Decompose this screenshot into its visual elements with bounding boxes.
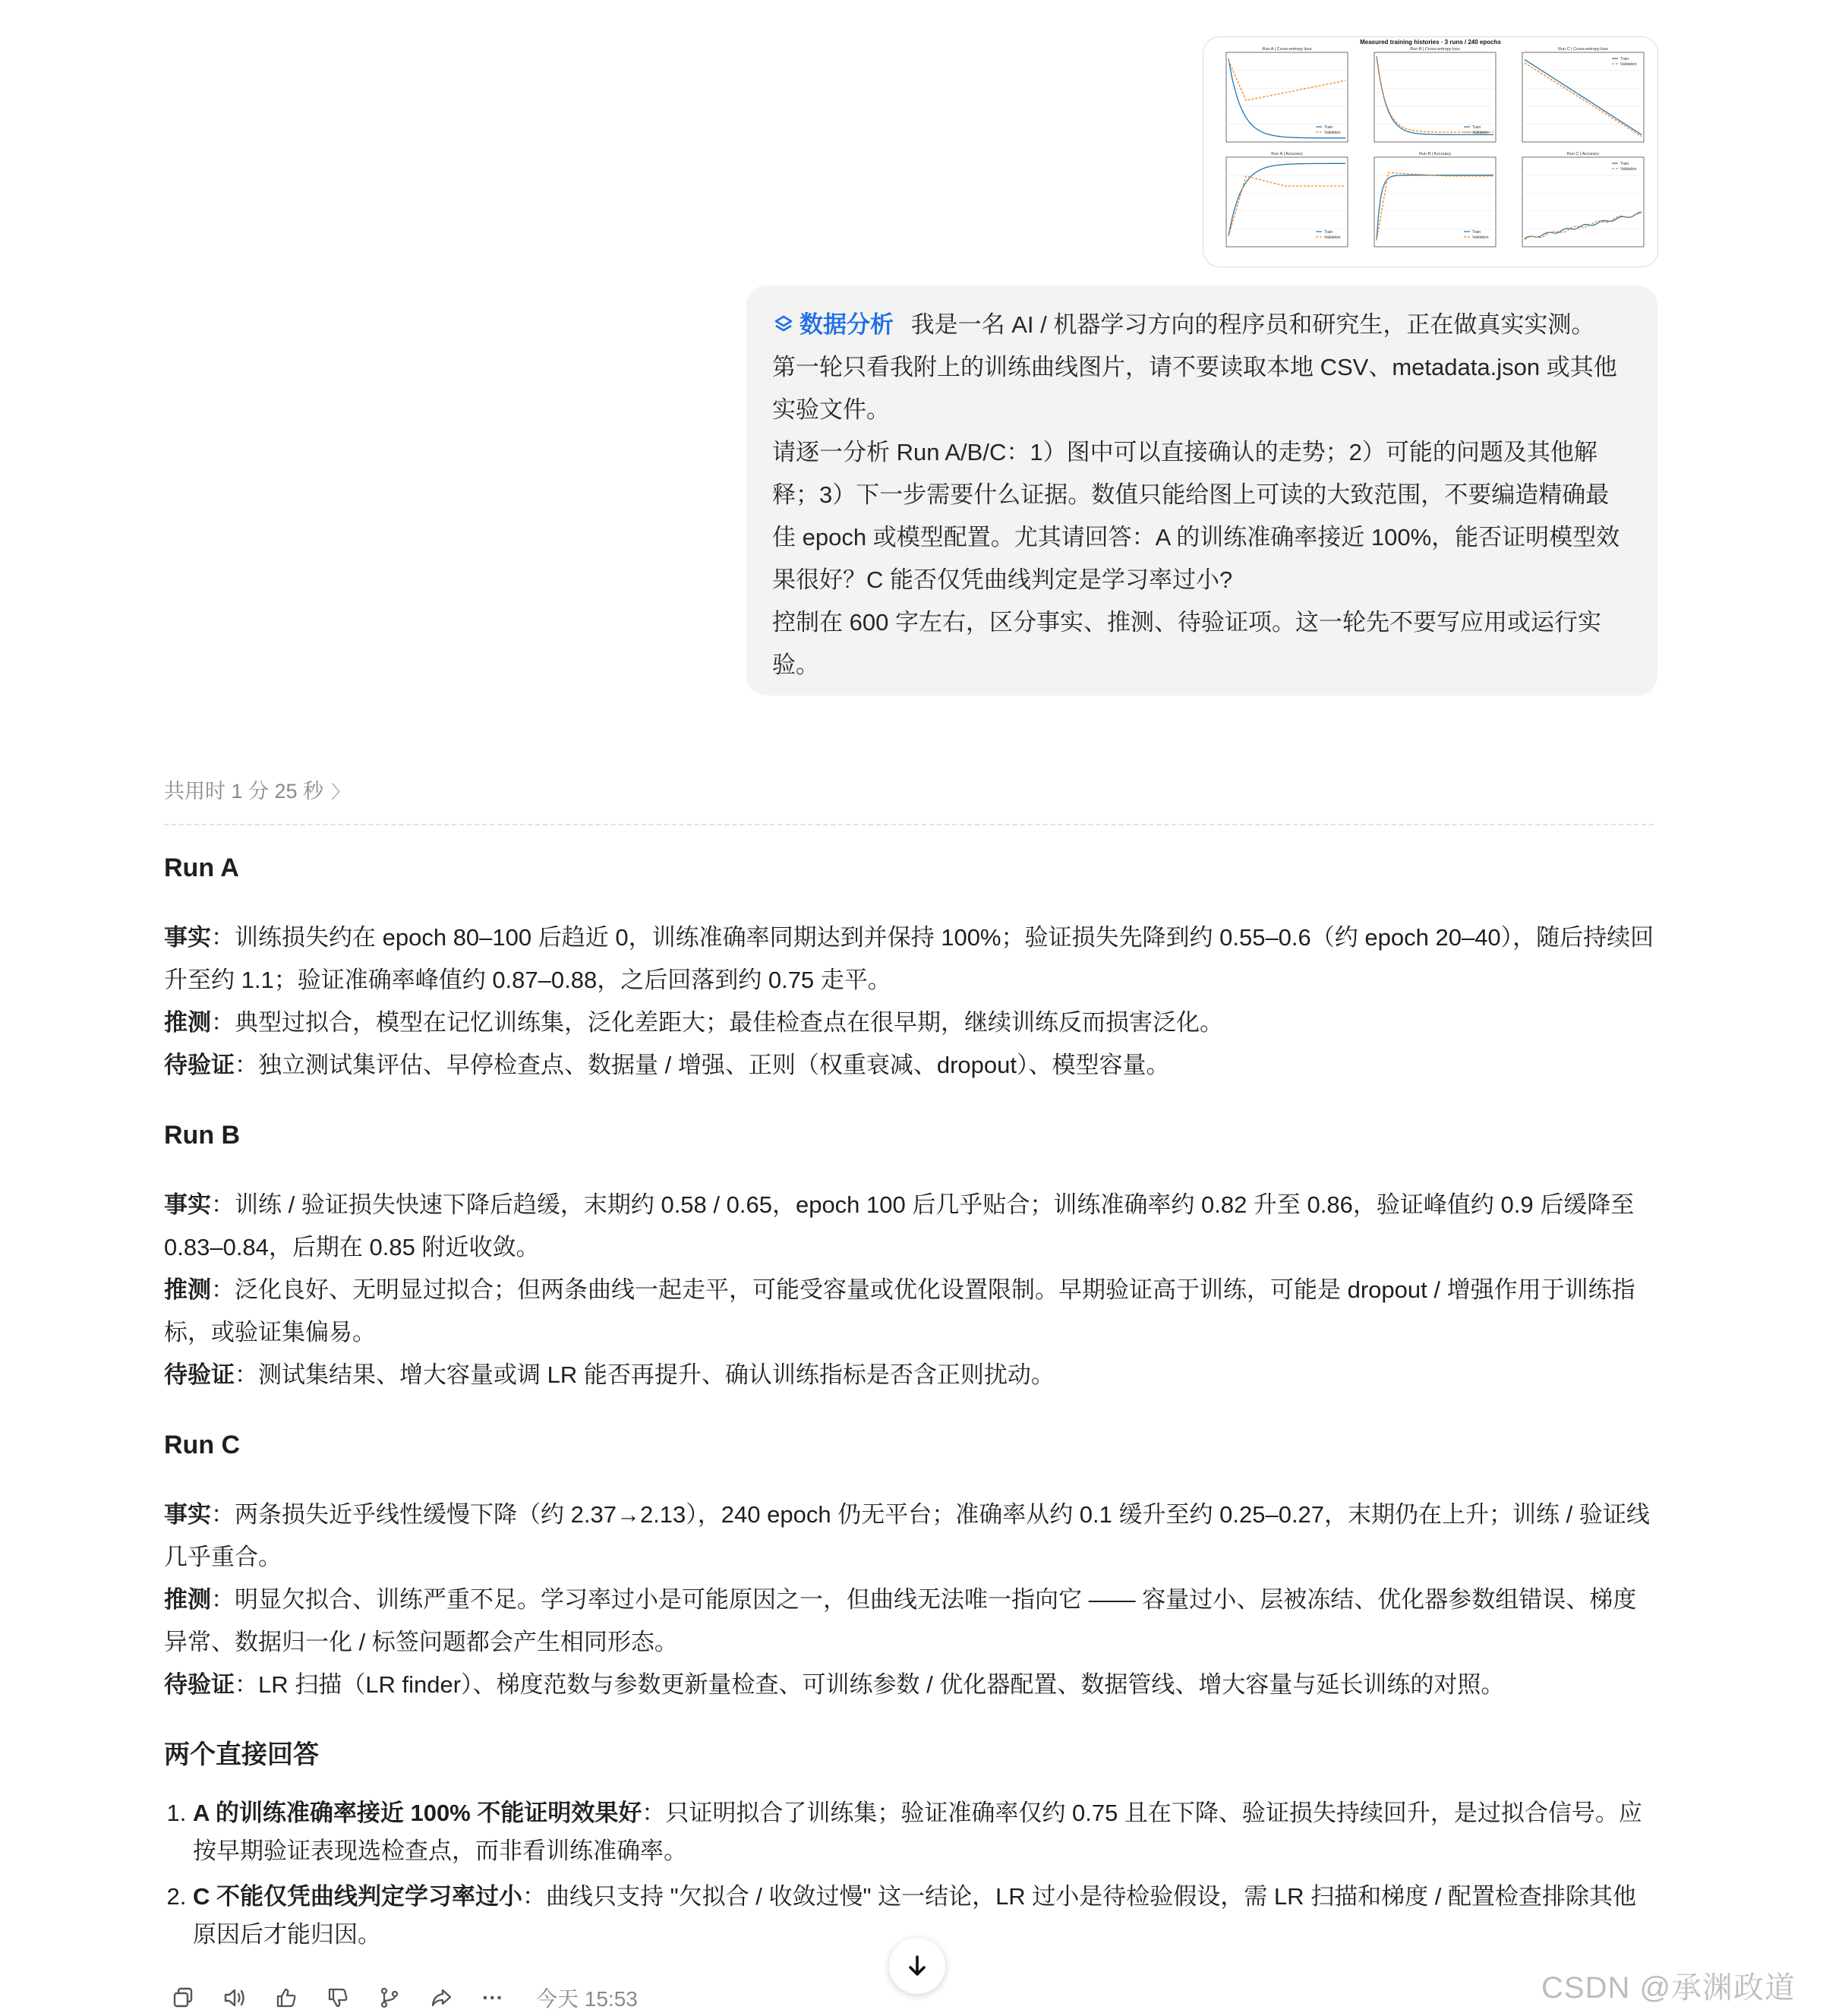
legend-label-validation: Validation <box>1324 131 1341 135</box>
guess-paragraph: 推测：典型过拟合，模型在记忆训练集，泛化差距大；最佳检查点在很早期，继续训练反而损害泛化。 <box>164 1009 1223 1036</box>
fact-paragraph: 事实：训练 / 验证损失快速下降后趋缓，末期约 0.58 / 0.65，epoch 100 后几乎贴合；训练准确率约 0.82 升至 0.86，验证峰值约 0.9 后缓降至 0.83–0.84，后期在 0.85 附近收敛。 <box>164 1191 1635 1260</box>
attached-image-thumbnail[interactable] <box>1203 36 1658 267</box>
branch-button[interactable] <box>375 1983 404 2012</box>
legend-label-validation: Validation <box>1472 131 1489 135</box>
dislike-button[interactable] <box>323 1983 352 2012</box>
guess-label: 推测 <box>164 1009 211 1036</box>
legend-label-train: Train <box>1324 125 1333 130</box>
subplot-title: Run C | Accuracy <box>1566 152 1600 156</box>
layers-icon <box>772 314 795 336</box>
training-curves-figure <box>1203 37 1657 267</box>
guess-paragraph: 推测：明显欠拟合、训练严重不足。学习率过小是可能原因之一，但曲线无法唯一指向它 —— 容量过小、层被冻结、优化器参数组错误、梯度异常、数据归一化 / 标签问题都会产生相同形态。 <box>164 1586 1637 1655</box>
thumbs-down-icon <box>326 1986 349 2009</box>
list-item: 2. C 不能仅凭曲线判定学习率过小：曲线只支持 "欠拟合 / 收敛过慢" 这一结论，LR 过小是待检验假设，需 LR 扫描和梯度 / 配置检查排除其他原因后才能归因。 <box>193 1878 1656 1954</box>
message-actions-toolbar <box>169 1981 638 2014</box>
legend-label-train: Train <box>1620 57 1629 62</box>
chevron-right-icon: 〉 <box>331 782 350 803</box>
direct-answer-list <box>164 1794 1656 1954</box>
assistant-answer <box>164 847 1656 1961</box>
section-heading: Run C <box>164 1431 241 1459</box>
guess-label: 推测 <box>164 1276 211 1303</box>
subplot-title: Run A | Cross-entropy loss <box>1262 47 1312 52</box>
legend-label-train: Train <box>1472 125 1481 130</box>
message-line: 我是一名 AI / 机器学习方向的程序员和研究生，正在做真实实测。 <box>910 311 1595 338</box>
divider <box>164 824 1654 825</box>
subplot-title: Run C | Cross-entropy loss <box>1558 47 1608 52</box>
analysis-tag[interactable] <box>772 311 900 338</box>
figure-suptitle: Measured training histories · 3 runs / 240 epochs <box>1360 39 1501 46</box>
more-button[interactable] <box>478 1983 507 2012</box>
legend-label-train: Train <box>1324 230 1333 235</box>
verify-paragraph: 待验证：LR 扫描（LR finder）、梯度范数与参数更新量检查、可训练参数 / 优化器配置、数据管线、增大容量与延长训练的对照。 <box>164 1671 1505 1698</box>
like-button[interactable] <box>272 1983 301 2012</box>
watermark: CSDN @承渊政道 <box>1541 1971 1796 2005</box>
message-line: 请逐一分析 Run A/B/C：1）图中可以直接确认的走势；2）可能的问题及其他解释；3）下一步需要什么证据。数值只能给图上可读的大致范围，不要编造精确最佳 epoch 或模型配置。尤其请回答：A 的训练准确率接近 100%，能否证明模型效果很好？C 能否仅凭曲线判定是学习率过小? <box>772 439 1620 593</box>
fact-paragraph: 事实：两条损失近乎线性缓慢下降（约 2.37→2.13），240 epoch 仍无平台；准确率从约 0.1 缓升至约 0.25–0.27，末期仍在上升；训练 / 验证线几乎重合。 <box>164 1501 1650 1570</box>
fact-paragraph: 事实：训练损失约在 epoch 80–100 后趋近 0，训练准确率同期达到并保持 100%；验证损失先降到约 0.55–0.6（约 epoch 20–40），随后持续回升至约 1.1；验证准确率峰值约 0.87–0.88，之后回落到约 0.75 走平。 <box>164 924 1654 993</box>
message-line: 第一轮只看我附上的训练曲线图片，请不要读取本地 CSV、metadata.json 或其他实验文件。 <box>772 354 1617 423</box>
guess-paragraph: 推测：泛化良好、无明显过拟合；但两条曲线一起走平，可能受容量或优化设置限制。早期验证高于训练，可能是 dropout / 增强作用于训练指标，或验证集偏易。 <box>164 1276 1635 1346</box>
thumbs-up-icon <box>275 1986 298 2009</box>
fact-label: 事实 <box>164 1191 211 1218</box>
legend-label-validation: Validation <box>1324 235 1341 240</box>
scroll-to-bottom-button[interactable] <box>889 1938 945 1994</box>
speaker-icon <box>222 1986 247 2009</box>
legend-label-validation: Validation <box>1620 62 1637 67</box>
read-aloud-button[interactable] <box>220 1983 249 2012</box>
verify-label: 待验证 <box>164 1671 235 1698</box>
thinking-time-label: 共用时 1 分 25 秒 <box>164 780 324 803</box>
timestamp: 今天 15:53 <box>536 1987 638 2011</box>
subplot-title: Run A | Accuracy <box>1271 152 1303 156</box>
legend-label-train: Train <box>1620 162 1629 166</box>
message-line: 控制在 600 字左右，区分事实、推测、待验证项。这一轮先不要写应用或运行实验。 <box>772 609 1601 678</box>
share-icon <box>430 1986 453 2009</box>
share-button[interactable] <box>427 1983 456 2012</box>
analysis-tag-label: 数据分析 <box>800 311 894 338</box>
thinking-time-toggle[interactable] <box>164 775 349 804</box>
branch-icon <box>378 1986 401 2009</box>
fact-label: 事实 <box>164 924 211 951</box>
copy-button[interactable] <box>169 1983 197 2012</box>
legend-label-validation: Validation <box>1472 235 1489 240</box>
fact-label: 事实 <box>164 1501 211 1528</box>
more-icon: ··· <box>482 1986 503 2009</box>
section-heading: 两个直接回答 <box>164 1740 319 1769</box>
section-heading: Run B <box>164 1121 241 1150</box>
verify-label: 待验证 <box>164 1052 235 1078</box>
subplot-title: Run B | Cross-entropy loss <box>1410 47 1460 52</box>
verify-label: 待验证 <box>164 1361 235 1388</box>
verify-paragraph: 待验证：独立测试集评估、早停检查点、数据量 / 增强、正则（权重衰减、dropout）、模型容量。 <box>164 1052 1170 1078</box>
guess-label: 推测 <box>164 1586 211 1613</box>
legend-label-validation: Validation <box>1620 167 1637 172</box>
copy-icon <box>172 1986 194 2009</box>
subplot-title: Run B | Accuracy <box>1418 152 1452 156</box>
user-message-bubble <box>746 286 1657 696</box>
legend-label-train: Train <box>1472 230 1481 235</box>
verify-paragraph: 待验证：测试集结果、增大容量或调 LR 能否再提升、确认训练指标是否含正则扰动。 <box>164 1361 1055 1388</box>
section-heading: Run A <box>164 853 239 882</box>
list-item: 1. A 的训练准确率接近 100% 不能证明效果好：只证明拟合了训练集；验证准确率仅约 0.75 且在下降、验证损失持续回升，是过拟合信号。应按早期验证表现选检查点，而非看训练准确率。 <box>193 1794 1656 1870</box>
arrow-down-icon <box>904 1953 930 1979</box>
